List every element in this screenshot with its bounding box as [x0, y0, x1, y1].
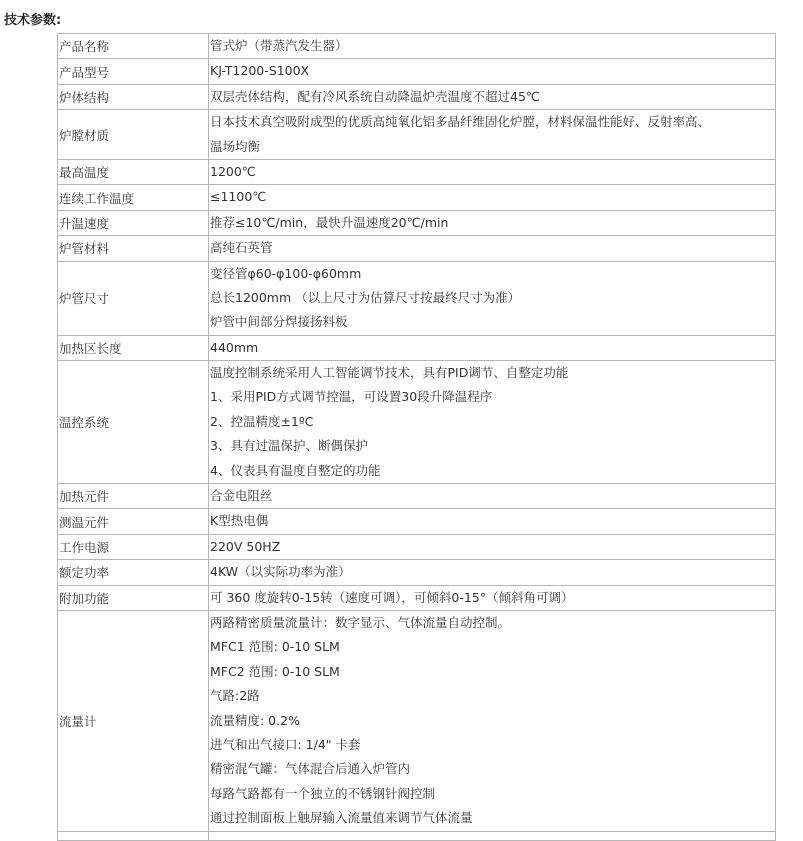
spec-value: [209, 361, 776, 484]
spec-value-line: 变径管φ60-φ100-φ60mm: [210, 265, 362, 281]
spec-row: [58, 236, 776, 261]
spec-value: [209, 261, 776, 335]
spec-cell-cutoff: [58, 831, 209, 840]
spec-row: [58, 59, 776, 84]
spec-value-line: ≤1100℃: [210, 189, 267, 205]
spec-value: [209, 585, 776, 610]
spec-value-line: 总长1200mm （以上尺寸为估算尺寸按最终尺寸为准）: [210, 289, 521, 305]
spec-value: [209, 110, 776, 160]
spec-value-line: KJ-T1200-S100X: [210, 63, 310, 79]
spec-value-line: 4、仪表具有温度自整定的功能: [210, 462, 381, 478]
spec-value-line: 温场均衡: [210, 138, 261, 154]
spec-value-line: 高纯石英管: [210, 240, 273, 256]
spec-label: 产品型号: [58, 59, 209, 84]
spec-row: [58, 509, 776, 534]
spec-value: [209, 236, 776, 261]
spec-value: [209, 159, 776, 184]
spec-value-line: 合金电阻丝: [210, 488, 273, 504]
spec-cell-cutoff: [209, 831, 776, 840]
spec-value: [209, 84, 776, 109]
spec-value-line: 双层壳体结构，配有冷风系统自动降温炉壳温度不超过45℃: [210, 88, 540, 104]
spec-row: [58, 110, 776, 160]
spec-label: 额定功率: [58, 560, 209, 585]
spec-label: 炉体结构: [58, 84, 209, 109]
spec-value-line: 3、具有过温保护、断偶保护: [210, 438, 368, 454]
spec-value-line: 气路:2路: [210, 688, 260, 704]
spec-value: [209, 560, 776, 585]
spec-value: [209, 484, 776, 509]
spec-row: [58, 159, 776, 184]
spec-row: [58, 560, 776, 585]
spec-row: [58, 185, 776, 210]
spec-label: 连续工作温度: [58, 185, 209, 210]
spec-value: [209, 509, 776, 534]
spec-value-line: 精密混气罐：气体混合后通入炉管内: [210, 761, 411, 777]
spec-label: 加热元件: [58, 484, 209, 509]
spec-label: 最高温度: [58, 159, 209, 184]
spec-value: [209, 335, 776, 360]
spec-label: 炉膛材质: [58, 110, 209, 160]
spec-value: [209, 534, 776, 559]
spec-value-line: 220V 50HZ: [210, 538, 281, 554]
spec-value-line: 2、控温精度±1ºC: [210, 413, 314, 429]
spec-label: 炉管尺寸: [58, 261, 209, 335]
spec-label: 温控系统: [58, 361, 209, 484]
spec-row: [58, 610, 776, 831]
spec-table: [57, 33, 776, 841]
spec-value: [209, 34, 776, 59]
spec-value-line: 流量精度: 0.2%: [210, 712, 300, 728]
spec-value-line: MFC1 范围: 0-10 SLM: [210, 639, 340, 655]
spec-value: [209, 610, 776, 831]
spec-value-line: 1、采用PID方式调节控温，可设置30段升降温程序: [210, 389, 493, 405]
spec-value-line: 可 360 度旋转0-15转（速度可调），可倾斜0-15°（倾斜角可调）: [210, 589, 574, 605]
spec-value-line: 推荐≤10℃/min，最快升温速度20℃/min: [210, 214, 449, 230]
spec-label: 加热区长度: [58, 335, 209, 360]
spec-label: 炉管材料: [58, 236, 209, 261]
spec-value-line: K型热电偶: [210, 513, 269, 529]
spec-value-line: 进气和出气接口: 1/4" 卡套: [210, 736, 361, 752]
spec-row: [58, 534, 776, 559]
spec-value-line: MFC2 范围: 0-10 SLM: [210, 663, 340, 679]
spec-row: [58, 484, 776, 509]
spec-value: [209, 185, 776, 210]
spec-row: [58, 210, 776, 235]
spec-row: [58, 261, 776, 335]
spec-value-line: 每路气路都有一个独立的不锈钢针阀控制: [210, 785, 436, 801]
spec-row: [58, 84, 776, 109]
spec-value-line: 两路精密质量流量计：数字显示、气体流量自动控制。: [210, 614, 511, 630]
spec-value-line: 4KW（以实际功率为准）: [210, 564, 351, 580]
spec-value-line: 炉管中间部分焊接扬料板: [210, 314, 348, 330]
spec-value-line: 温度控制系统采用人工智能调节技术，具有PID调节、自整定功能: [210, 365, 569, 381]
spec-label: 升温速度: [58, 210, 209, 235]
spec-row: [58, 361, 776, 484]
spec-row: [58, 335, 776, 360]
spec-value-line: 通过控制面板上触屏输入流量值来调节气体流量: [210, 810, 473, 826]
spec-value-line: 440mm: [210, 339, 259, 355]
spec-label: 测温元件: [58, 509, 209, 534]
spec-label: 附加功能: [58, 585, 209, 610]
spec-value: [209, 210, 776, 235]
spec-label: 工作电源: [58, 534, 209, 559]
spec-label: 产品名称: [58, 34, 209, 59]
spec-row: [58, 585, 776, 610]
spec-value-line: 1200℃: [210, 163, 256, 179]
section-heading: 技术参数:: [4, 13, 62, 28]
spec-value-line: 日本技术真空吸附成型的优质高纯氧化铝多晶纤维固化炉膛，材料保温性能好、反射率高、: [210, 114, 711, 130]
spec-value: [209, 59, 776, 84]
spec-row: [58, 34, 776, 59]
spec-value-line: 管式炉（带蒸汽发生器）: [210, 38, 348, 53]
spec-label: 流量计: [58, 610, 209, 831]
spec-row-cutoff: [58, 831, 776, 840]
